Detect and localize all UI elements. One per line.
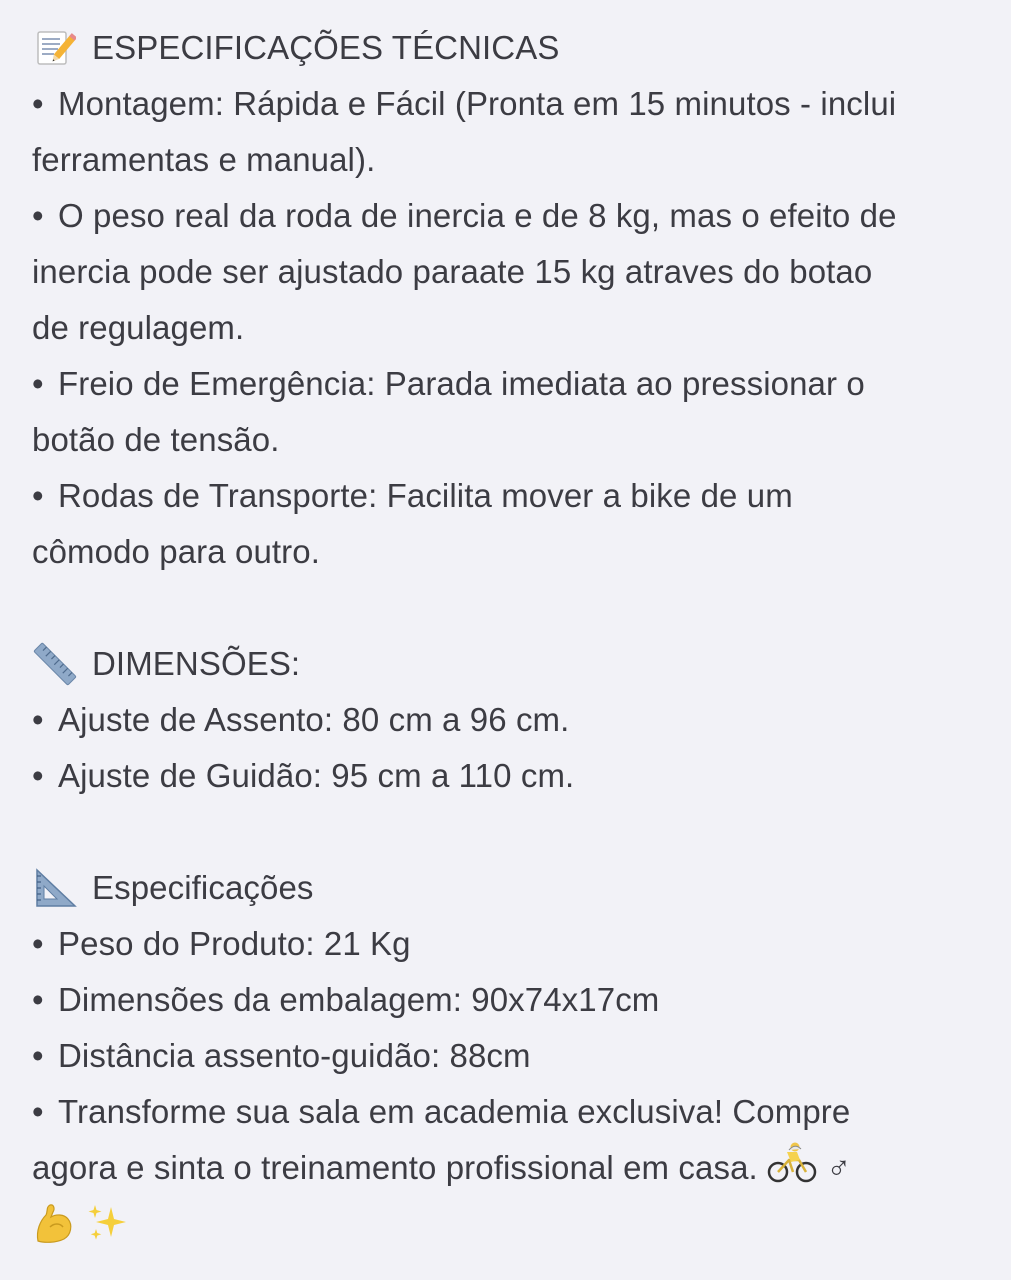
- list-item-text: Peso do Produto: 21 Kg: [58, 925, 411, 962]
- list-item-text: Distância assento-guidão: 88cm: [58, 1037, 531, 1074]
- section-heading-text: Especificações: [92, 869, 314, 906]
- list-item-text: Freio de Emergência: Parada imediata ao pressionar o: [58, 365, 865, 402]
- list-item-continuation: de regulagem.: [32, 309, 245, 346]
- section-heading-especificacoes: [32, 860, 992, 916]
- list-item-text: Ajuste de Guidão: 95 cm a 110 cm.: [58, 757, 575, 794]
- list-item-text: Montagem: Rápida e Fácil (Pronta em 15 minutos - inclui: [58, 85, 897, 122]
- list-item: [32, 468, 992, 524]
- bullet: •: [32, 1093, 44, 1130]
- list-item: [32, 1084, 992, 1140]
- section-heading-dimensoes: [32, 636, 992, 692]
- list-item: [32, 916, 992, 972]
- memo-icon: [32, 25, 78, 71]
- list-item: [32, 972, 992, 1028]
- blank-line: [32, 580, 992, 636]
- list-item: [32, 692, 992, 748]
- bullet: •: [32, 365, 44, 402]
- bullet: •: [32, 981, 44, 1018]
- triangular-ruler-icon: [32, 865, 78, 911]
- list-item-text: Transforme sua sala em academia exclusiva! Compre: [58, 1093, 851, 1130]
- list-item: [32, 748, 992, 804]
- flexed-biceps-icon: [32, 1201, 76, 1262]
- bullet: •: [32, 85, 44, 122]
- list-item-text: Rodas de Transporte: Facilita mover a bike de um: [58, 477, 793, 514]
- list-item: [32, 76, 992, 132]
- male-sign: ♂: [826, 1149, 852, 1187]
- bullet: •: [32, 197, 44, 234]
- list-item-continuation: botão de tensão.: [32, 421, 280, 458]
- section-heading-especificacoes-tecnicas: [32, 20, 992, 76]
- list-item-text: Ajuste de Assento: 80 cm a 96 cm.: [58, 701, 570, 738]
- blank-line: [32, 804, 992, 860]
- list-item-text: Dimensões da embalagem: 90x74x17cm: [58, 981, 660, 1018]
- list-item: [32, 356, 992, 412]
- sparkles-icon: [85, 1201, 129, 1262]
- section-heading-text: ESPECIFICAÇÕES TÉCNICAS: [92, 29, 560, 66]
- list-item-continuation: [32, 1140, 992, 1201]
- list-item-continuation: cômodo para outro.: [32, 533, 320, 570]
- bullet: •: [32, 1037, 44, 1074]
- list-item: [32, 1028, 992, 1084]
- list-item-continuation: ferramentas e manual).: [32, 141, 376, 178]
- straight-ruler-icon: [32, 641, 78, 687]
- note-body: [32, 20, 992, 1262]
- cyclist-icon: [767, 1140, 817, 1201]
- list-item: [32, 188, 992, 244]
- section-heading-text: DIMENSÕES:: [92, 645, 301, 682]
- list-item-text: agora e sinta o treinamento profissional em casa.: [32, 1149, 758, 1187]
- bullet: •: [32, 477, 44, 514]
- list-item-continuation: inercia pode ser ajustado paraate 15 kg atraves do botao: [32, 253, 873, 290]
- bullet: •: [32, 757, 44, 794]
- list-item-text: O peso real da roda de inercia e de 8 kg, mas o efeito de: [58, 197, 897, 234]
- bullet: •: [32, 925, 44, 962]
- bullet: •: [32, 701, 44, 738]
- emoji-line: [32, 1201, 992, 1262]
